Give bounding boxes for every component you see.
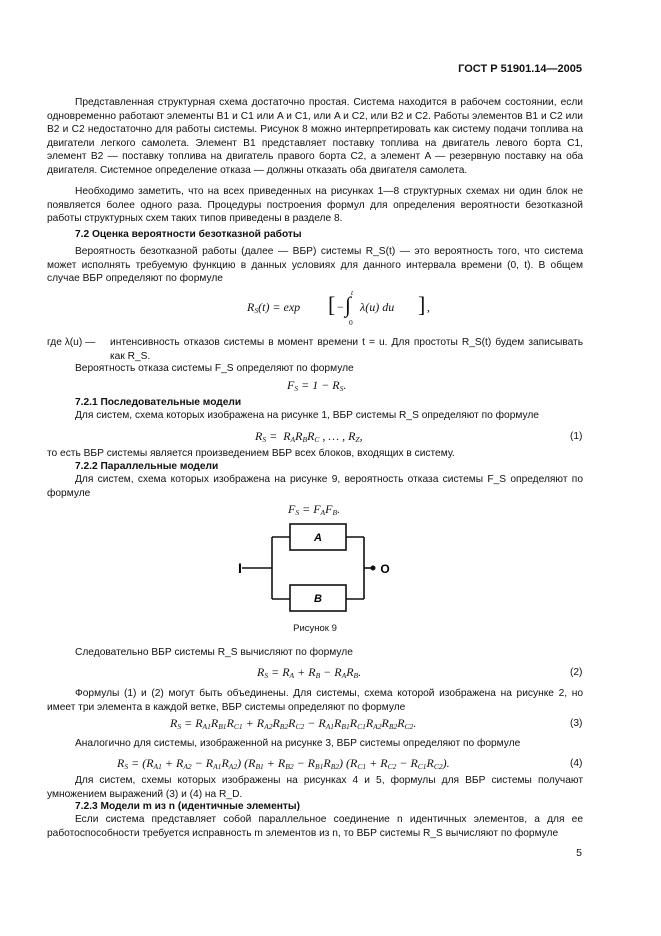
formula-parallel-failure: $F_S = F_AF_B$. (288, 502, 341, 517)
formula-4: $R_S = (R_{A1} + R_{A2} - R_{A1}R_{A2}) (R_{B1} + R_{B2} - R_{B1}R_{B2}) (R_{C1} + R_{C2} - R_{C1}R_{C2})$. (117, 756, 450, 771)
section-7-2-3-heading: 7.2.3 Модели m из n (идентичные элементы) (75, 801, 300, 812)
formula-2-number: (2) (570, 667, 583, 678)
formula-3-number: (3) (570, 718, 583, 729)
figure-9-caption: Рисунок 9 (293, 623, 337, 634)
paragraph-reliability-definition: Вероятность безотказной работы (далее — ВБР) системы R_S(t) — это вероятность того, что система может исполнять требуемую функцию в данных условиях для данного интервала времени (0, t). В общем случае ВБР определяют по формуле (47, 246, 583, 285)
section-7-2-heading: 7.2 Оценка вероятности безотказной работы (75, 229, 302, 240)
paragraph-figures-4-5: Для систем, схемы которых изображены на рисунках 4 и 5, формулы для ВБР системы получают умножением выражений (3) и (4) на R_D. (47, 775, 583, 800)
input-label: I (238, 560, 242, 576)
where-explanation: интенсивность отказов системы в момент времени t = u. Для простоты R_S(t) будем записывать как R_S. (110, 337, 583, 362)
block-b-label: B (314, 593, 322, 605)
output-label: O (380, 562, 390, 576)
formula-1: $R_S = R_AR_BR_C$ , … , $R_Z$, (255, 429, 363, 444)
where-lead: где λ(u) — (47, 337, 96, 348)
output-node (371, 566, 376, 571)
paragraph-intro: Представленная структурная схема достаточно простая. Система находится в рабочем состоянии, если одновременно работают элементы B1 и C1 или A и C1, или A и C2, или B2 и C2. Работы элементов B1 и C2 или B2 и C2 недостаточно для работы системы. Рисунок 8 можно интерпретировать как систему подачи топлива на двигатели легкого самолета. Элемент B1 представляет поставку топлива на двигатель левого борта C1, элемент B2 — поставку топлива на двигатель правого борта C2, а элемент A — резервную поставку на оба двигателя. Системное определение отказа — должны отказать оба двигателя самолета. (47, 97, 583, 176)
paragraph-series-conclusion: то есть ВБР системы является произведением ВБР всех блоков, входящих в систему. (47, 448, 455, 459)
paragraph-failure-probability: Вероятность отказа системы F_S определяют по формуле (75, 363, 354, 374)
block-a-label: A (314, 532, 322, 544)
paragraph-series-models: Для систем, схема которых изображена на рисунке 1, ВБР системы R_S определяют по формуле (75, 410, 539, 421)
section-7-2-1-heading: 7.2.1 Последовательные модели (75, 397, 242, 408)
figure-9-diagram (230, 515, 400, 621)
formula-1-number: (1) (570, 431, 583, 442)
paragraph-note: Необходимо заметить, что на всех приведенных на рисунках 1—8 структурных схемах ни один блок не появляется более одного раза. Процедуры построения формул для определения вероятности безотказной работы структурных схем таких типов приведены в разделе 8. (47, 186, 583, 225)
section-7-2-2-heading: 7.2.2 Параллельные модели (75, 461, 219, 472)
paragraph-combined: Формулы (1) и (2) могут быть объединены. Для системы, схема которой изображена на рисунке 2, но имеет три элемента в каждой ветке, ВБР системы определяют по формуле (47, 688, 583, 713)
paragraph-similar: Аналогично для системы, изображенной на рисунке 3, ВБР системы определяют по формуле (75, 738, 521, 749)
formula-failure-probability: $F_S = 1 - R_S$. (287, 378, 347, 393)
formula-2: $R_S = R_A + R_B - R_AR_B$. (257, 665, 362, 680)
formula-4-number: (4) (570, 758, 583, 769)
paragraph-m-of-n: Если система представляет собой параллельное соединение n идентичных элементов, а для ее работоспособности требуется исправность m элементов из n, то ВБР системы R_S вычисляют по формуле (47, 814, 583, 839)
paragraph-therefore: Следовательно ВБР системы R_S вычисляют по формуле (75, 647, 353, 658)
page-header: ГОСТ Р 51901.14—2005 (458, 63, 582, 75)
formula-3: $R_S = R_{A1}R_{B1}R_{C1} + R_{A2}R_{B2}R_{C2} - R_{A1}R_{B1}R_{C1}R_{A2}R_{B2}R_{C2}$. (170, 716, 417, 731)
page-number: 5 (576, 847, 582, 859)
paragraph-parallel-models: Для систем, схема которых изображена на рисунке 9, вероятность отказа системы F_S определяют по формуле (47, 474, 583, 499)
